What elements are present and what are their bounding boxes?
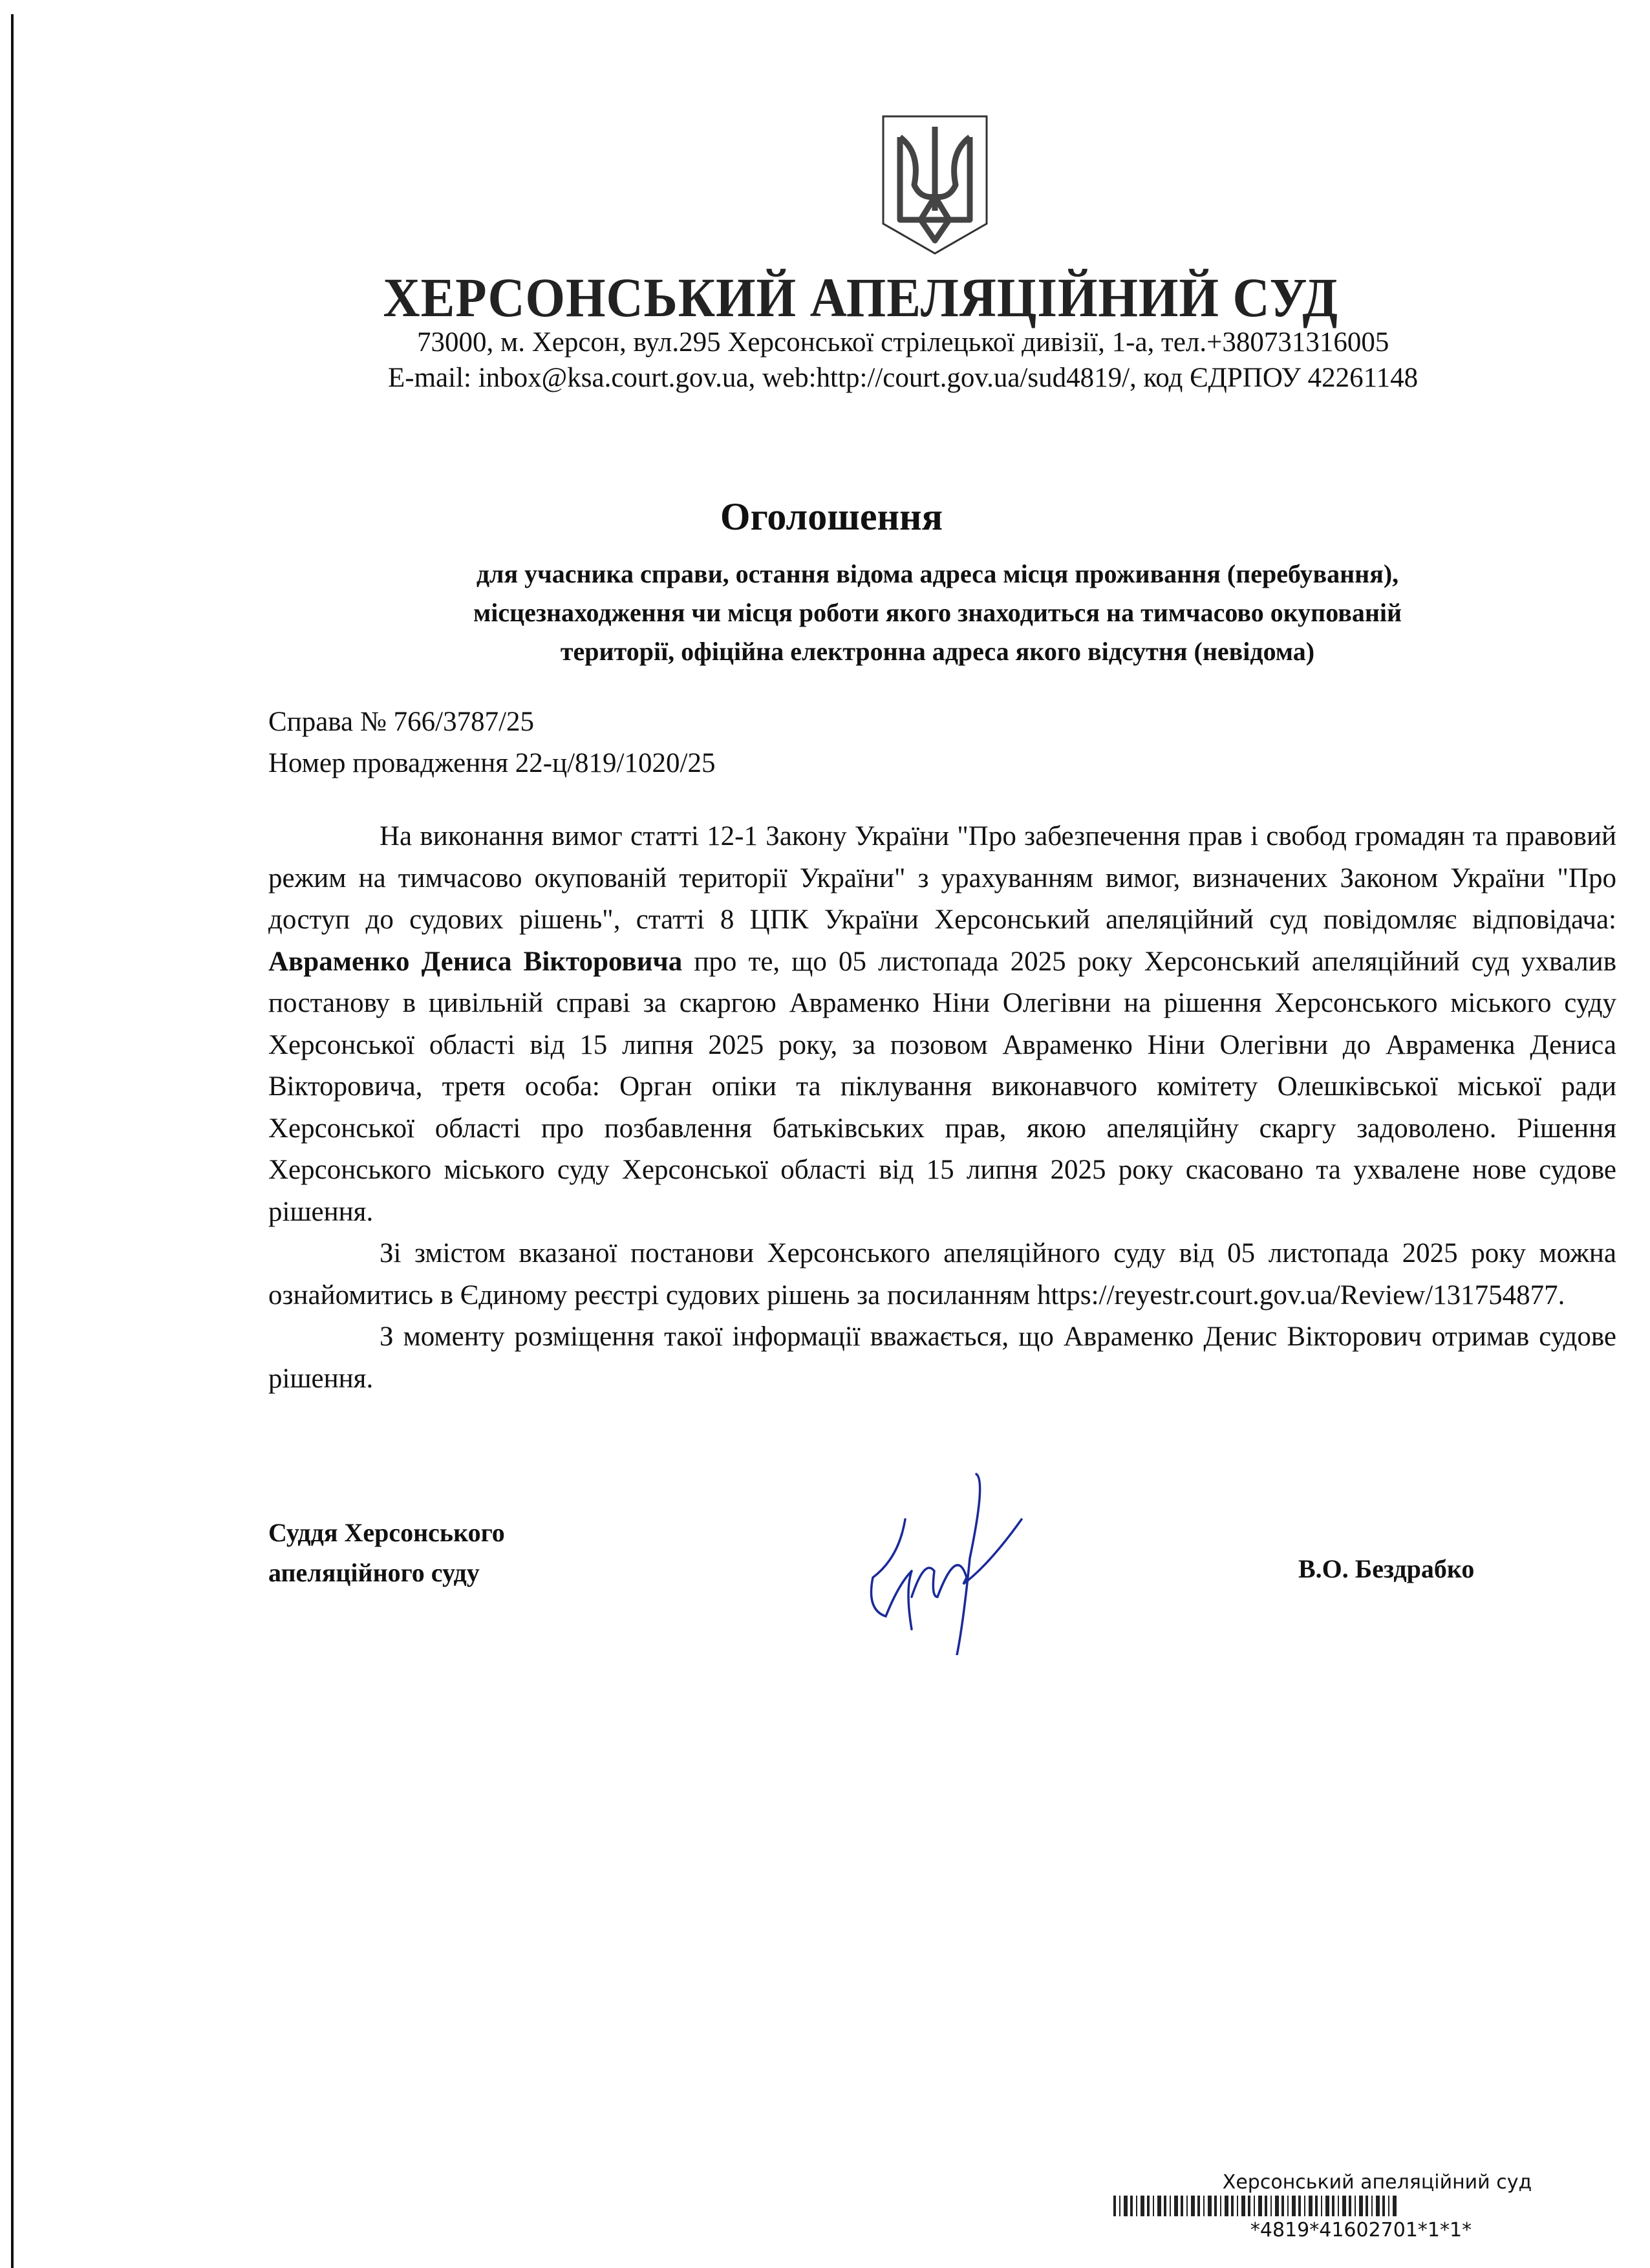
judge-position: Суддя Херсонського апеляційного суду — [268, 1518, 505, 1587]
judge-name: В.О. Бездрабко — [1298, 1554, 1475, 1583]
case-number: Справа № 766/3787/25 — [268, 707, 535, 737]
barcode-title: Херсонський апеляційний суд — [1222, 2171, 1532, 2194]
court-contacts: E-mail: inbox@ksa.court.gov.ua, web:http://court.gov.ua/sud4819/, код ЄДРПОУ 42261148 — [388, 363, 1419, 393]
announcement-body — [268, 816, 1616, 1400]
court-name: ХЕРСОНСЬКИЙ АПЕЛЯЦІЙНИЙ СУД — [383, 266, 1338, 328]
defendant-name: Авраменко Дениса Вікторовича — [268, 946, 683, 977]
announcement-title: Оголошення — [720, 495, 943, 538]
subtitle-line: території, офіційна електронна адреса якого відсутня (невідома) — [560, 637, 1315, 666]
subtitle-line: місцезнаходження чи місця роботи якого знаходиться на тимчасово окупованій — [473, 598, 1402, 627]
case-info — [268, 701, 715, 784]
court-address: 73000, м. Херсон, вул.295 Херсонської стрілецької дивізії, 1-а, тел.+380731316005 — [417, 327, 1389, 358]
barcode-code: *4819*41602701*1*1* — [1250, 2219, 1472, 2241]
proceeding-number: Номер провадження 22-ц/819/1020/25 — [268, 748, 716, 778]
body-paragraph: З моменту розміщення такої інформації вважається, що Авраменко Денис Вікторович отримав судове рішення. — [268, 1321, 1616, 1394]
announcement-subtitle — [330, 555, 1545, 671]
document-barcode — [1099, 2172, 1616, 2241]
body-paragraph: Зі змістом вказаної постанови Херсонського апеляційного суду від 05 листопада 2025 року можна ознайомитись в Єдиному реєстрі судових рішень за посиланням https://reyestr.court.gov.ua/Review/131754877. — [268, 1238, 1616, 1311]
body-paragraph: На виконання вимог статті 12-1 Закону України "Про забезпечення прав і свобод громадян та правовий режим на тимчасово окупованій території України" з урахуванням вимог, визначених Законом України "Про доступ до судових рішень", статті 8 ЦПК України Херсонський апеляційний суд повідомляє відповідача: Авраменко Дениса Вікторовича про те, що 05 листопада 2025 року Херсонський апеляційний суд ухвалив постанову в цивільній справі за скаргою Авраменко Ніни Олегівни на рішення Херсонського міського суду Херсонської області від 15 липня 2025 року, за позовом Авраменко Ніни Олегівни до Авраменка Дениса Вікторовича, третя особа: Орган опіки та піклування виконавчого комітету Олешківської міської ради Херсонської області про позбавлення батьківських прав, якою апеляційну скаргу задоволено. Рішення Херсонського міського суду Херсонської області від 15 липня 2025 року скасовано та ухвалене нове судове рішення. — [268, 821, 1616, 1227]
subtitle-line: для учасника справи, остання відома адреса місця проживання (перебування), — [476, 559, 1399, 588]
ukraine-coat-of-arms-icon — [881, 114, 989, 256]
barcode-icon — [1113, 2196, 1398, 2216]
handwritten-signature-icon — [860, 1468, 1073, 1655]
